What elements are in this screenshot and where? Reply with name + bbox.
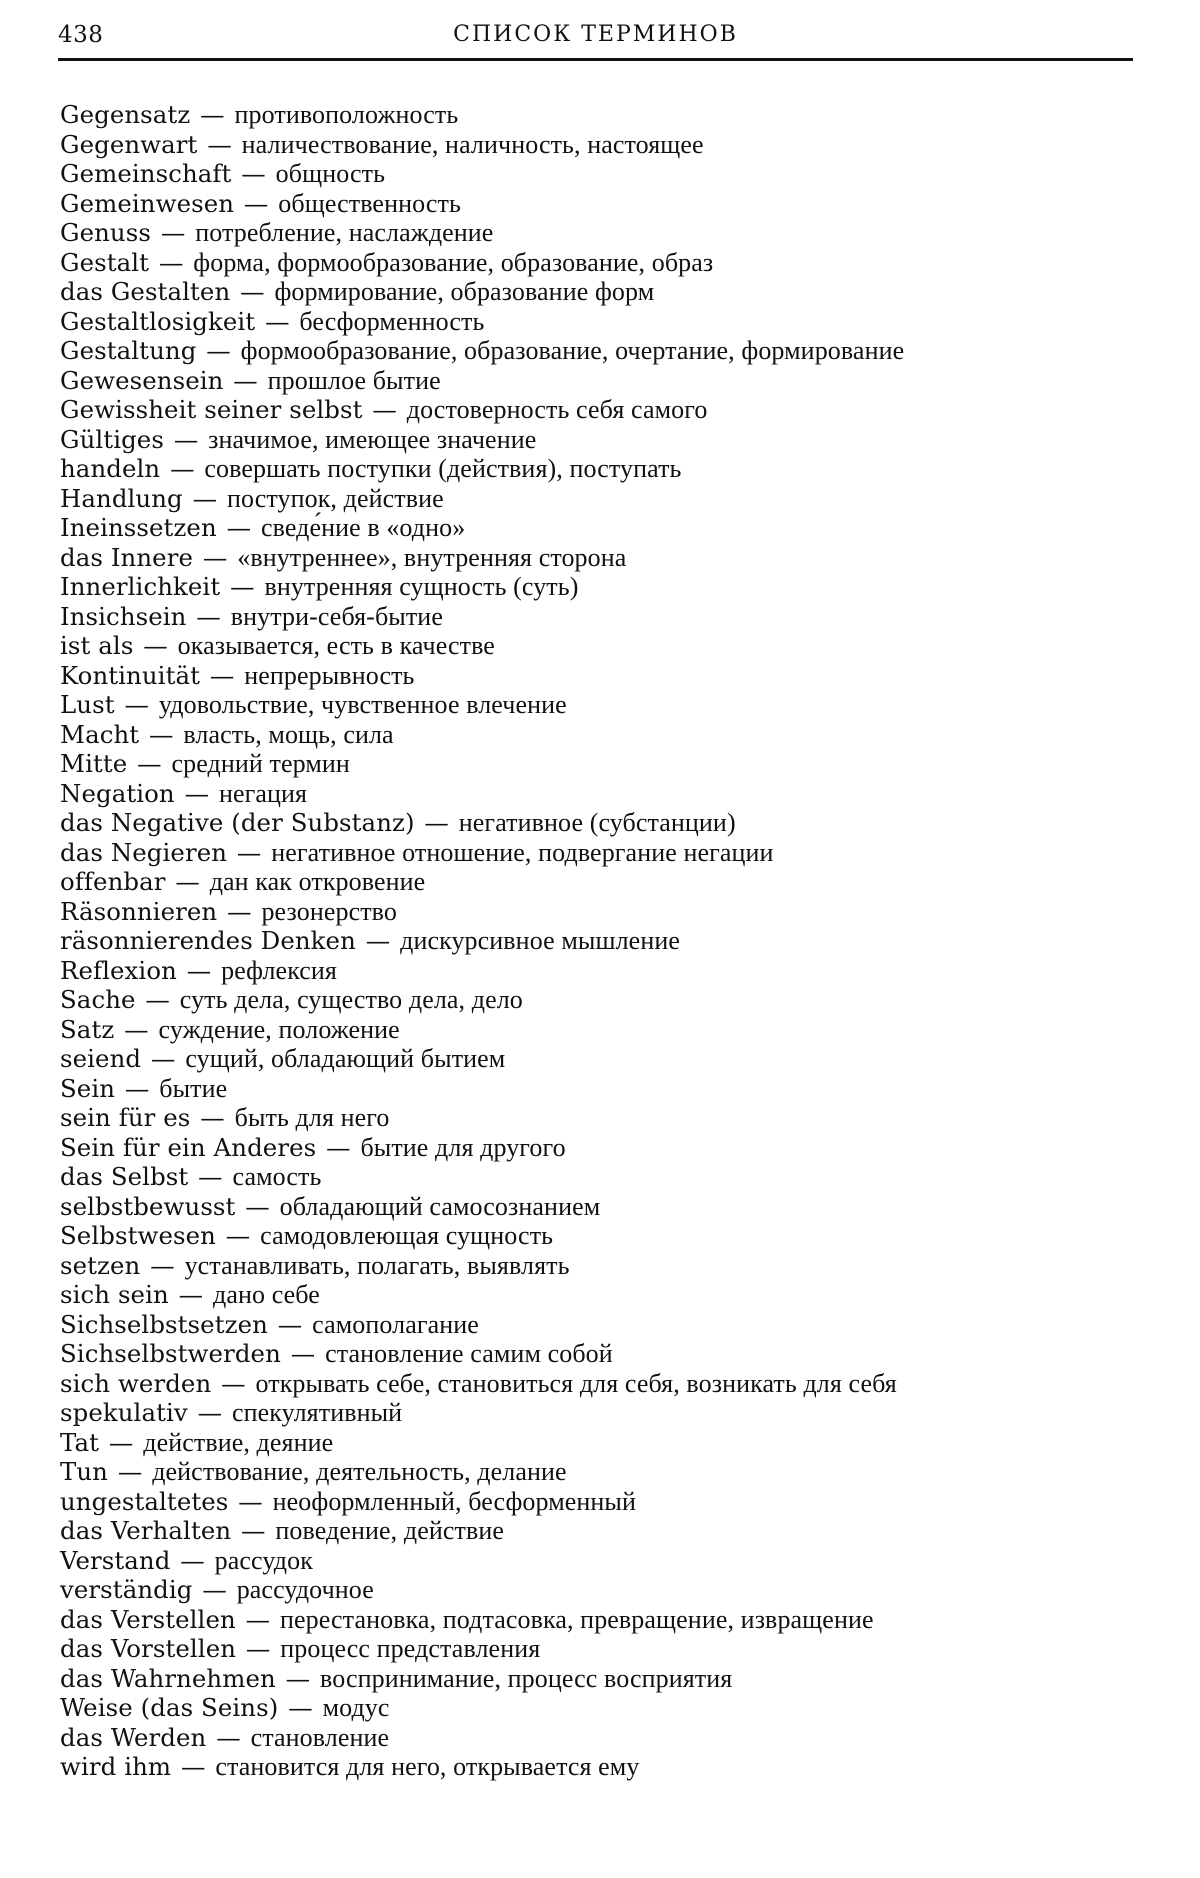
term-russian: модус (322, 1693, 390, 1722)
term-german: setzen (60, 1250, 141, 1280)
term-entry (60, 1162, 1150, 1192)
term-entry (60, 395, 1150, 425)
term-separator: — (218, 513, 259, 542)
term-entry (60, 100, 1150, 130)
term-russian: общность (275, 159, 386, 188)
term-entry (60, 779, 1150, 809)
term-separator: — (135, 631, 176, 660)
term-russian: негация (218, 778, 308, 808)
term-separator: — (162, 454, 203, 483)
term-separator: — (364, 395, 405, 424)
term-entry (60, 366, 1150, 396)
term-separator: — (229, 837, 270, 867)
header-rule (58, 58, 1133, 61)
term-entry (60, 720, 1150, 750)
term-separator: — (141, 719, 182, 749)
term-separator: — (188, 601, 229, 631)
term-russian: потребление, наслаждение (195, 218, 494, 247)
term-german: sein für es (60, 1103, 191, 1132)
term-separator: — (257, 306, 298, 336)
term-entry (60, 159, 1150, 189)
term-german: verständig (60, 1575, 193, 1604)
term-entry (60, 130, 1150, 160)
term-russian: внутренняя сущность (суть) (264, 572, 579, 601)
term-entry (60, 1516, 1150, 1546)
term-german: das Verstellen (60, 1604, 236, 1634)
term-separator: — (178, 955, 220, 985)
term-russian: формообразование, образование, очертание, формирование (240, 336, 905, 365)
term-german: Sein für ein Anderes (60, 1132, 317, 1162)
term-russian: перестановка, подтасовка, превращение, извращение (280, 1604, 874, 1634)
term-german: Gewissheit seiner selbst (60, 395, 363, 424)
term-entry (60, 277, 1150, 307)
term-entry (60, 1664, 1150, 1694)
term-russian: непрерывность (244, 660, 415, 690)
term-separator: — (189, 1398, 230, 1427)
term-separator: — (238, 1634, 279, 1663)
term-german: Gestaltung (60, 336, 197, 365)
term-entry (60, 1044, 1150, 1074)
term-separator: — (230, 1486, 271, 1516)
term-entry (60, 749, 1150, 779)
term-separator: — (129, 749, 170, 778)
term-separator: — (173, 1752, 214, 1781)
term-german: das Wahrnehmen (60, 1663, 276, 1693)
term-entry (60, 808, 1150, 838)
term-russian: внутри-себя-бытие (230, 601, 443, 631)
term-russian: рефлексия (221, 955, 337, 985)
term-german: seiend (60, 1044, 142, 1073)
term-separator: — (152, 218, 194, 247)
term-entry (60, 1752, 1150, 1782)
term-entry (60, 307, 1150, 337)
term-german: ungestaltetes (60, 1486, 229, 1516)
term-russian: устанавливать, полагать, выявлять (184, 1250, 570, 1280)
term-russian: быть для него (234, 1103, 390, 1132)
term-separator: — (167, 867, 208, 896)
term-russian: удовольствие, чувственное влечение (158, 690, 567, 719)
term-separator: — (143, 1044, 184, 1073)
term-separator: — (192, 100, 233, 129)
term-separator: — (237, 1191, 278, 1221)
term-entry (60, 631, 1150, 661)
term-entry (60, 513, 1150, 543)
term-separator: — (198, 336, 239, 365)
term-russian: становится для него, открывается ему (215, 1752, 640, 1781)
term-russian: дан как откровение (209, 867, 426, 896)
term-separator: — (202, 660, 243, 690)
term-separator: — (233, 159, 274, 188)
term-german: Mitte (60, 749, 128, 778)
term-separator: — (110, 1457, 151, 1486)
term-german: das Negative (der Substanz) (60, 808, 415, 837)
term-separator: — (269, 1309, 311, 1339)
term-separator: — (225, 365, 266, 395)
term-separator: — (194, 1575, 235, 1604)
term-separator: — (199, 129, 240, 159)
term-separator: — (192, 1103, 233, 1132)
term-german: Genuss (60, 218, 151, 247)
term-entry (60, 985, 1150, 1015)
page-number: 438 (58, 22, 104, 48)
term-russian: дискурсивное мышление (400, 926, 680, 955)
term-russian: становление самим собой (325, 1339, 613, 1368)
term-entry (60, 838, 1150, 868)
term-russian: общественность (278, 188, 461, 218)
term-russian: действие, деяние (143, 1427, 334, 1457)
term-german: das Verhalten (60, 1516, 232, 1545)
term-entry (60, 484, 1150, 514)
term-entry (60, 189, 1150, 219)
term-entry (60, 1693, 1150, 1723)
term-german: Gegenwart (60, 129, 198, 159)
term-entry (60, 956, 1150, 986)
term-separator: — (277, 1663, 319, 1693)
term-german: das Gestalten (60, 277, 231, 306)
term-entry (60, 897, 1150, 927)
term-separator: — (217, 1221, 259, 1250)
term-entry (60, 1398, 1150, 1428)
term-entry (60, 336, 1150, 366)
term-german: Gegensatz (60, 100, 191, 129)
term-german: Sein (60, 1073, 116, 1103)
term-separator: — (101, 1427, 142, 1457)
term-german: Gewesensein (60, 365, 224, 395)
term-entry (60, 1221, 1150, 1251)
term-separator: — (176, 778, 217, 808)
term-entry (60, 1723, 1150, 1753)
term-german: Sache (60, 985, 136, 1014)
term-russian: обладающий самосознанием (279, 1191, 601, 1221)
term-russian: самополагание (312, 1309, 479, 1339)
term-german: Reflexion (60, 955, 177, 985)
term-separator: — (137, 985, 178, 1014)
term-german: Innerlichkeit (60, 572, 221, 601)
term-entry (60, 1103, 1150, 1133)
term-russian: становление (250, 1722, 390, 1752)
term-separator: — (170, 1280, 212, 1309)
term-russian: рассудок (214, 1545, 313, 1575)
term-russian: суждение, положение (158, 1014, 400, 1044)
term-russian: достоверность себя самого (406, 395, 708, 424)
term-russian: власть, мощь, сила (183, 719, 394, 749)
term-separator: — (232, 277, 273, 306)
term-separator: — (151, 247, 192, 277)
term-german: Gestalt (60, 247, 150, 277)
term-entry (60, 926, 1150, 956)
term-german: Weise (das Seins) (60, 1693, 279, 1722)
term-german: Gemeinschaft (60, 159, 232, 188)
term-entry (60, 1457, 1150, 1487)
term-separator: — (318, 1132, 359, 1162)
term-separator: — (237, 1604, 278, 1634)
term-german: Tun (60, 1457, 108, 1486)
term-entry (60, 1074, 1150, 1104)
term-russian: бытие для другого (360, 1132, 566, 1162)
term-german: Räsonnieren (60, 896, 218, 926)
term-german: Ineinssetzen (60, 513, 217, 542)
term-separator: — (280, 1693, 321, 1722)
term-german: Lust (60, 690, 115, 719)
term-entry (60, 602, 1150, 632)
term-german: wird ihm (60, 1752, 172, 1781)
term-russian: форма, формообразование, образование, образ (193, 247, 714, 277)
term-german: das Innere (60, 542, 194, 572)
term-russian: бытие (159, 1073, 228, 1103)
term-entry (60, 248, 1150, 278)
term-german: Tat (60, 1427, 100, 1457)
term-german: spekulativ (60, 1398, 188, 1427)
term-german: das Vorstellen (60, 1634, 237, 1663)
term-entry (60, 543, 1150, 573)
term-russian: неоформленный, бесформенный (272, 1486, 636, 1516)
term-russian: сущий, обладающий бытием (185, 1044, 506, 1073)
running-title: СПИСОК ТЕРМИНОВ (453, 22, 738, 47)
term-german: Verstand (60, 1545, 171, 1575)
term-german: Selbstwesen (60, 1221, 216, 1250)
term-separator: — (416, 808, 457, 837)
term-entry (60, 1280, 1150, 1310)
term-russian: воспринимание, процесс восприятия (320, 1663, 733, 1693)
term-russian: действование, деятельность, делание (152, 1457, 567, 1486)
term-german: Negation (60, 778, 175, 808)
term-entry (60, 218, 1150, 248)
term-separator: — (357, 926, 399, 955)
term-entry (60, 1192, 1150, 1222)
term-russian: поведение, действие (275, 1516, 504, 1545)
term-entry (60, 1015, 1150, 1045)
term-german: Sichselbstwerden (60, 1339, 281, 1368)
term-entry (60, 1133, 1150, 1163)
term-german: Gültiges (60, 424, 164, 454)
term-list (60, 100, 1150, 1782)
term-separator: — (117, 1073, 158, 1103)
term-german: sich sein (60, 1280, 169, 1309)
term-russian: значимое, имеющее значение (208, 424, 537, 454)
term-separator: — (195, 542, 236, 572)
term-separator: — (219, 896, 260, 926)
term-separator: — (116, 690, 157, 719)
term-russian: поступок, действие (226, 483, 444, 513)
term-german: räsonnierendes Denken (60, 926, 356, 955)
term-separator: — (172, 1545, 213, 1575)
term-german: ist als (60, 631, 134, 660)
term-german: Sichselbstsetzen (60, 1309, 268, 1339)
term-german: Insichsein (60, 601, 187, 631)
term-german: Gestaltlosigkeit (60, 306, 256, 336)
term-separator: — (222, 572, 263, 601)
term-russian: бесформенность (299, 306, 485, 336)
term-russian: средний термин (171, 749, 350, 778)
term-russian: суть дела, существо дела, дело (179, 985, 523, 1014)
term-german: Macht (60, 719, 140, 749)
term-russian: оказывается, есть в качестве (177, 631, 495, 660)
term-separator: — (208, 1722, 249, 1752)
term-entry (60, 1428, 1150, 1458)
term-entry (60, 1369, 1150, 1399)
term-entry (60, 661, 1150, 691)
term-entry (60, 1575, 1150, 1605)
term-german: sich werden (60, 1368, 212, 1398)
term-entry (60, 1634, 1150, 1664)
term-russian: совершать поступки (действия), поступать (204, 454, 682, 483)
term-entry (60, 425, 1150, 455)
term-german: Satz (60, 1014, 115, 1044)
term-entry (60, 1251, 1150, 1281)
term-russian: дано себе (213, 1280, 320, 1309)
term-entry (60, 1310, 1150, 1340)
term-separator: — (190, 1162, 231, 1191)
term-entry (60, 1487, 1150, 1517)
term-entry (60, 1546, 1150, 1576)
term-russian: открывать себе, становиться для себя, возникать для себя (255, 1368, 897, 1398)
term-russian: самость (232, 1162, 322, 1191)
term-entry (60, 454, 1150, 484)
term-german: offenbar (60, 867, 166, 896)
term-russian: резонерство (261, 896, 397, 926)
term-entry (60, 690, 1150, 720)
term-russian: рассудочное (236, 1575, 374, 1604)
term-russian: процесс представления (280, 1634, 541, 1663)
term-russian: спекулятивный (231, 1398, 403, 1427)
term-german: selbstbewusst (60, 1191, 236, 1221)
term-russian: «внутреннее», внутренняя сторона (237, 542, 627, 572)
page-header (58, 22, 1133, 62)
term-entry (60, 1605, 1150, 1635)
term-separator: — (165, 424, 207, 454)
term-russian: прошлое бытие (267, 365, 441, 395)
term-separator: — (213, 1368, 254, 1398)
term-russian: формирование, образование форм (274, 277, 655, 306)
term-separator: — (233, 1516, 274, 1545)
term-russian: негативное отношение, подвергание негации (271, 837, 774, 867)
term-german: Gemeinwesen (60, 188, 235, 218)
term-entry (60, 867, 1150, 897)
term-separator: — (142, 1250, 183, 1280)
term-separator: — (184, 483, 225, 513)
term-german: Handlung (60, 483, 183, 513)
term-entry (60, 572, 1150, 602)
term-russian: сведе́ние в «одно» (260, 513, 466, 542)
term-german: das Negieren (60, 837, 228, 867)
term-russian: самодовлеющая сущность (260, 1221, 554, 1250)
term-russian: противоположность (234, 100, 459, 129)
term-russian: наличествование, наличность, настоящее (241, 129, 704, 159)
term-entry (60, 1339, 1150, 1369)
term-separator: — (282, 1339, 324, 1368)
term-german: handeln (60, 454, 161, 483)
term-german: Kontinuität (60, 660, 201, 690)
term-separator: — (236, 188, 277, 218)
term-russian: негативное (субстанции) (458, 808, 736, 837)
term-german: das Werden (60, 1722, 207, 1752)
term-separator: — (116, 1014, 157, 1044)
term-german: das Selbst (60, 1162, 189, 1191)
